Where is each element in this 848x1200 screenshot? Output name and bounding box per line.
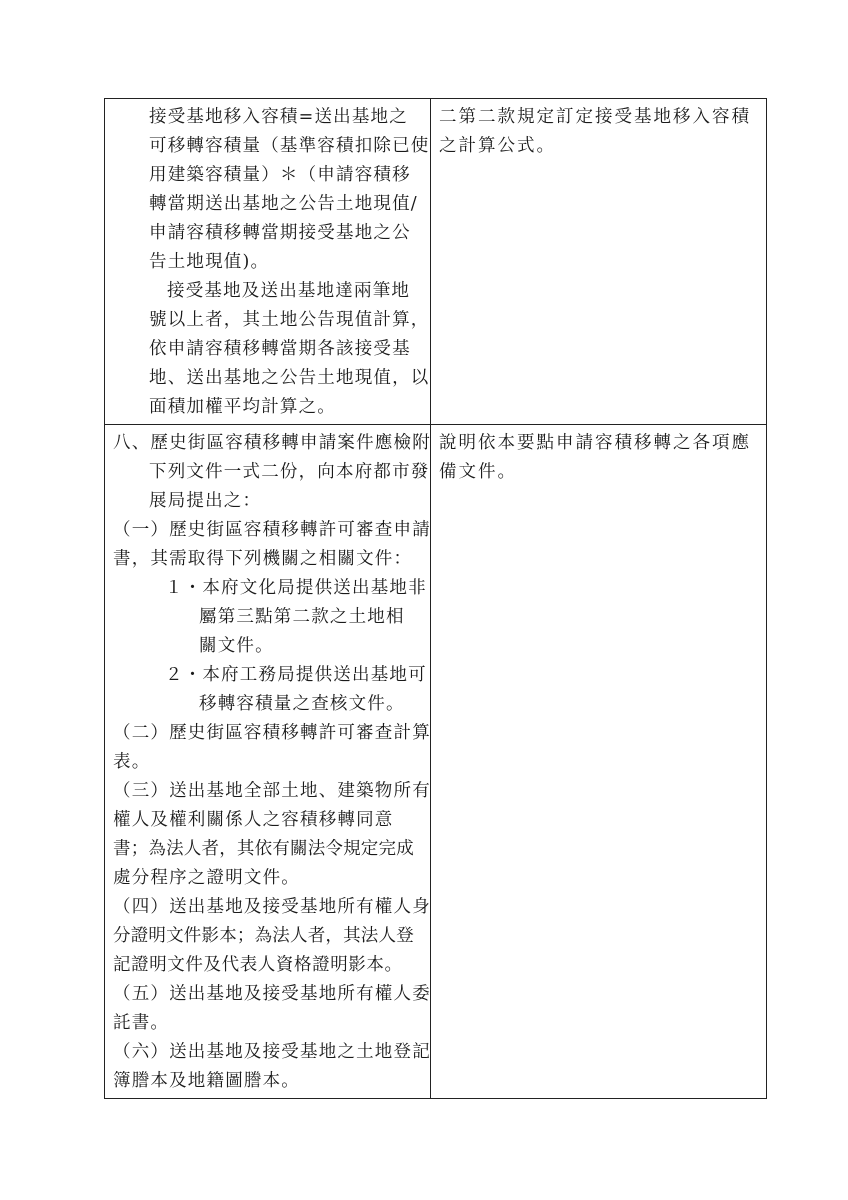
text-line: 備文件。 xyxy=(439,462,517,482)
text-line: 接受基地移入容積=送出基地之 xyxy=(149,107,408,127)
text-line: （二）歷史街區容積移轉許可審查計算 xyxy=(113,723,431,743)
text-line: 依申請容積移轉當期各該接受基 xyxy=(149,339,411,359)
text-line: 屬第三點第二款之土地相 xyxy=(199,607,405,627)
text-line: 分證明文件影本；為法人者，其法人登 xyxy=(113,926,414,946)
text-line: 處分程序之證明文件。 xyxy=(113,868,300,888)
text-line: 說明依本要點申請容積移轉之各項應 xyxy=(439,433,751,453)
text-line: 轉當期送出基地之公告土地現值/ xyxy=(149,194,418,214)
text-line: 地、送出基地之公告土地現值，以 xyxy=(149,368,430,388)
text-line: 二第二款規定訂定接受基地移入容積 xyxy=(439,107,751,127)
text-line: （一）歷史街區容積移轉許可審查申請 xyxy=(113,520,431,540)
text-line: 申請容積移轉當期接受基地之公 xyxy=(149,223,411,243)
explanation-cell xyxy=(431,425,767,1099)
provision-cell xyxy=(105,425,431,1099)
text-line: 展局提出之： xyxy=(149,491,262,511)
text-line: 可移轉容積量（基準容積扣除已使 xyxy=(149,136,430,156)
text-line: 權人及權利關係人之容積移轉同意 xyxy=(113,810,394,830)
text-line: 書；為法人者，其依有關法令規定完成 xyxy=(113,839,414,859)
text-line: （四）送出基地及接受基地所有權人身 xyxy=(113,897,431,917)
text-line: 託書。 xyxy=(113,1013,170,1033)
text-line: 下列文件一式二份，向本府都市發 xyxy=(149,462,430,482)
text-line: 用建築容積量）＊（申請容積移 xyxy=(149,165,411,185)
text-line: （三）送出基地全部土地、建築物所有 xyxy=(113,781,431,801)
text-line: 八、歷史街區容積移轉申請案件應檢附 xyxy=(113,433,431,453)
table-row xyxy=(105,425,767,1099)
text-line: 面積加權平均計算之。 xyxy=(149,397,336,417)
regulation-table xyxy=(104,98,767,1099)
text-line: 書，其需取得下列機關之相關文件： xyxy=(113,549,413,569)
text-line: 表。 xyxy=(113,752,151,772)
text-line: １・本府文化局提供送出基地非 xyxy=(165,578,427,598)
provision-cell xyxy=(105,99,431,425)
text-line: 告土地現值)。 xyxy=(149,252,270,272)
table-row xyxy=(105,99,767,425)
text-line: 簿謄本及地籍圖謄本。 xyxy=(113,1071,300,1091)
text-line: 移轉容積量之查核文件。 xyxy=(199,694,405,714)
explanation-cell xyxy=(431,99,767,425)
text-line: 記證明文件及代表人資格證明影本。 xyxy=(113,955,403,975)
text-line: 號以上者，其土地公告現值計算， xyxy=(149,310,430,330)
text-line: 接受基地及送出基地達兩筆地 xyxy=(167,281,411,301)
text-line: （五）送出基地及接受基地所有權人委 xyxy=(113,984,431,1004)
text-line: （六）送出基地及接受基地之土地登記 xyxy=(113,1042,431,1062)
text-line: ２・本府工務局提供送出基地可 xyxy=(165,665,427,685)
text-line: 之計算公式。 xyxy=(439,136,556,156)
text-line: 關文件。 xyxy=(199,636,274,656)
